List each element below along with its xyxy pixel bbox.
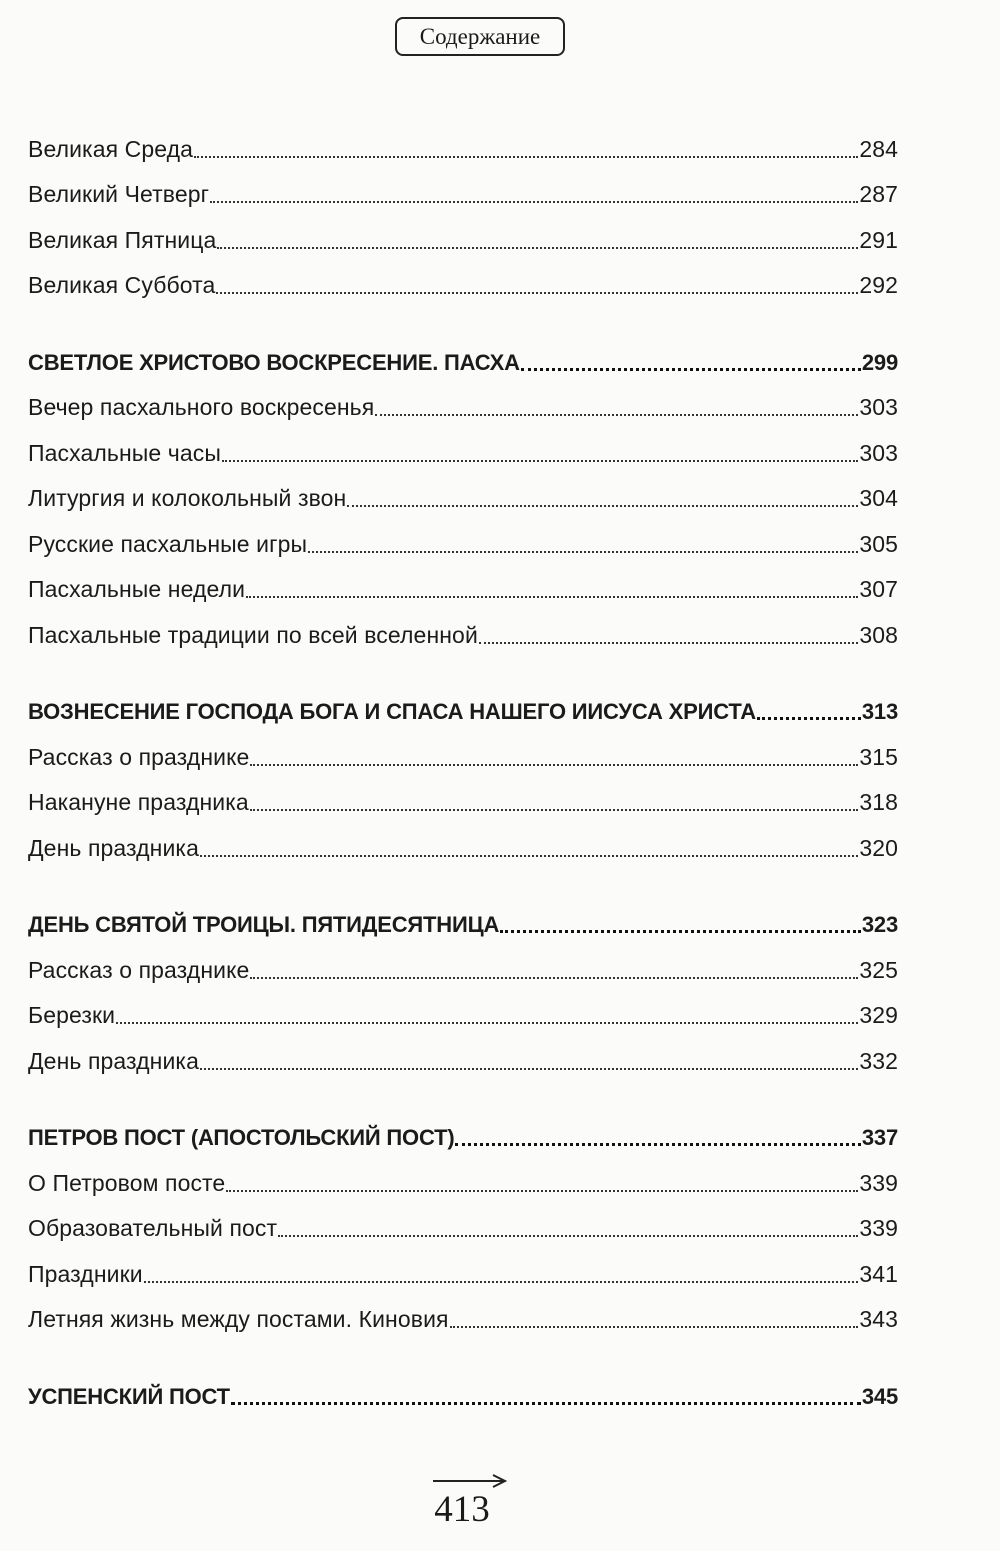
dot-leader — [200, 1068, 858, 1070]
toc-entry-page: 318 — [859, 789, 898, 815]
toc-entry-title: Литургия и колокольный звон — [28, 485, 347, 511]
toc-entry-page: 303 — [859, 394, 898, 420]
toc-section-title: ДЕНЬ СВЯТОЙ ТРОИЦЫ. ПЯТИДЕСЯТНИЦА — [28, 912, 500, 937]
toc-section-title: УСПЕНСКИЙ ПОСТ — [28, 1383, 230, 1409]
toc-section-heading[interactable] — [28, 1107, 898, 1153]
toc-entry-page: 339 — [859, 1169, 898, 1196]
toc-entry-title: Накануне праздника — [28, 789, 249, 815]
toc-entry-title: Пасхальные часы — [28, 439, 221, 466]
toc-entry-title: Великая Суббота — [28, 272, 216, 298]
dot-leader — [217, 247, 858, 249]
toc-entry-page: 308 — [859, 621, 898, 648]
dot-leader — [116, 1022, 858, 1024]
dot-leader — [278, 1235, 858, 1237]
toc-section-title: ПЕТРОВ ПОСТ (АПОСТОЛЬСКИЙ ПОСТ) — [28, 1125, 455, 1150]
toc-entry[interactable] — [28, 559, 898, 605]
toc-entry-title: Великая Пятница — [28, 226, 217, 253]
dot-leader — [210, 201, 858, 203]
dot-leader — [521, 368, 861, 371]
toc-entry-page: 325 — [859, 956, 898, 983]
toc-entry[interactable] — [28, 939, 898, 985]
dot-leader — [216, 292, 858, 294]
table-of-contents — [28, 118, 898, 1411]
toc-entry-page: 291 — [859, 226, 898, 253]
toc-entry[interactable] — [28, 604, 898, 650]
toc-section-heading[interactable] — [28, 1365, 898, 1411]
dot-leader — [450, 1326, 859, 1328]
toc-entry-page: 332 — [859, 1047, 898, 1074]
dot-leader — [226, 1190, 858, 1192]
toc-entry[interactable] — [28, 118, 898, 164]
toc-entry-page: 320 — [859, 834, 898, 861]
toc-section-title: СВЕТЛОЕ ХРИСТОВО ВОСКРЕСЕНИЕ. ПАСХА — [28, 349, 520, 375]
toc-entry[interactable] — [28, 817, 898, 863]
toc-entry[interactable] — [28, 255, 898, 301]
toc-entry[interactable] — [28, 1030, 898, 1076]
dot-leader — [222, 460, 858, 462]
toc-entry[interactable] — [28, 1152, 898, 1198]
section-spacer — [28, 1076, 898, 1107]
toc-entry[interactable] — [28, 1289, 898, 1335]
toc-entry-page: 287 — [859, 181, 898, 207]
toc-section-page: 323 — [861, 912, 898, 937]
toc-entry-page: 343 — [859, 1306, 898, 1332]
toc-entry[interactable] — [28, 772, 898, 818]
toc-entry[interactable] — [28, 985, 898, 1031]
toc-entry-page: 305 — [859, 530, 898, 557]
toc-entry-title: О Петровом посте — [28, 1169, 226, 1196]
toc-entry-page: 307 — [859, 576, 898, 602]
toc-entry-title: Пасхальные недели — [28, 576, 246, 602]
page-number: 413 — [434, 1489, 490, 1530]
toc-section-page: 299 — [861, 349, 898, 375]
dot-leader — [375, 414, 858, 416]
toc-entry-title: Летняя жизнь между постами. Киновия — [28, 1306, 449, 1332]
toc-entry[interactable] — [28, 377, 898, 423]
section-spacer — [28, 300, 898, 331]
toc-entry-title: День праздника — [28, 834, 199, 861]
toc-entry-title: Образовательный пост — [28, 1215, 278, 1241]
dot-leader — [246, 596, 858, 598]
toc-entry[interactable] — [28, 726, 898, 772]
toc-entry-title: Пасхальные традиции по всей вселенной — [28, 621, 478, 648]
dot-leader — [308, 551, 858, 553]
toc-entry[interactable] — [28, 164, 898, 210]
section-header-label — [395, 17, 565, 56]
dot-leader — [250, 809, 859, 811]
toc-section-heading[interactable] — [28, 331, 898, 377]
toc-entry[interactable] — [28, 422, 898, 468]
toc-section-title: ВОЗНЕСЕНИЕ ГОСПОДА БОГА И СПАСА НАШЕГО ИИСУСА ХРИСТА — [28, 699, 756, 724]
toc-entry-page: 304 — [859, 485, 898, 511]
toc-entry-title: Рассказ о празднике — [28, 743, 250, 770]
dot-leader — [250, 764, 858, 766]
toc-entry-title: Вечер пасхального воскресенья — [28, 394, 375, 420]
toc-entry-title: Праздники — [28, 1260, 143, 1287]
toc-entry-page: 329 — [859, 1002, 898, 1028]
toc-entry-page: 341 — [859, 1260, 898, 1287]
toc-entry-title: Великий Четверг — [28, 181, 210, 207]
dot-leader — [231, 1402, 861, 1405]
header-title: Содержание — [419, 23, 541, 49]
toc-entry[interactable] — [28, 468, 898, 514]
section-spacer — [28, 863, 898, 894]
toc-entry-page: 339 — [859, 1215, 898, 1241]
toc-section-heading[interactable] — [28, 894, 898, 940]
toc-entry[interactable] — [28, 209, 898, 255]
toc-section-heading[interactable] — [28, 681, 898, 727]
toc-entry[interactable] — [28, 1243, 898, 1289]
dot-leader — [200, 855, 858, 857]
dot-leader — [757, 717, 861, 720]
dot-leader — [194, 156, 858, 158]
toc-entry-title: Рассказ о празднике — [28, 956, 250, 983]
dot-leader — [479, 642, 858, 644]
dot-leader — [455, 1143, 860, 1146]
toc-entry-title: Великая Среда — [28, 135, 194, 162]
toc-entry-page: 303 — [859, 439, 898, 466]
dot-leader — [347, 505, 858, 507]
dot-leader — [250, 977, 858, 979]
section-spacer — [28, 650, 898, 681]
toc-entry[interactable] — [28, 513, 898, 559]
toc-entry-title: День праздника — [28, 1047, 199, 1074]
toc-entry-page: 292 — [859, 272, 898, 298]
dot-leader — [500, 930, 861, 933]
toc-entry-page: 315 — [859, 743, 898, 770]
toc-section-page: 313 — [861, 699, 898, 724]
toc-section-page: 345 — [861, 1383, 898, 1409]
dot-leader — [144, 1281, 859, 1283]
section-spacer — [28, 1334, 898, 1365]
page-footer — [425, 1472, 515, 1532]
toc-entry[interactable] — [28, 1198, 898, 1244]
toc-entry-title: Березки — [28, 1002, 116, 1028]
toc-section-page: 337 — [861, 1125, 898, 1150]
toc-entry-page: 284 — [859, 135, 898, 162]
toc-entry-title: Русские пасхальные игры — [28, 530, 308, 557]
